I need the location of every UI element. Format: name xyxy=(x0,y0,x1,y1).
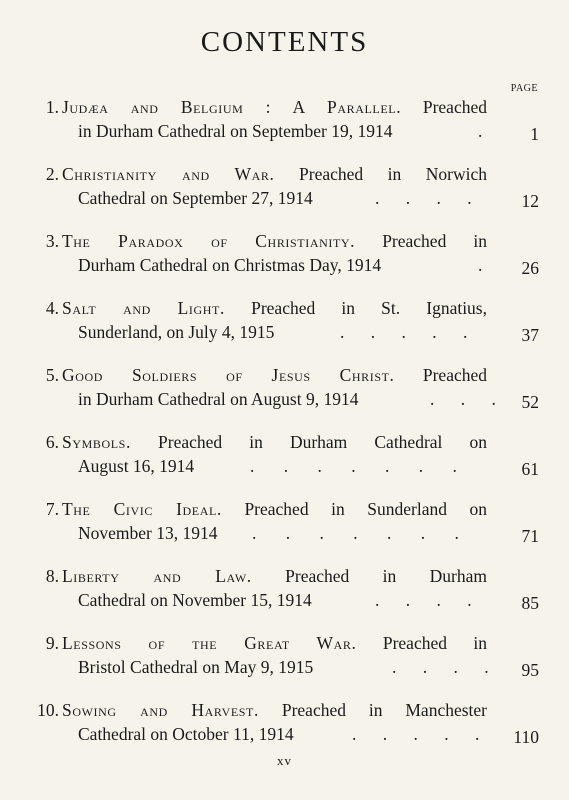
entry-subtitle-rest: Bristol Cathedral on May 9, 1915 xyxy=(78,657,314,677)
entry-title: Liberty and Law. xyxy=(62,566,252,586)
entry-page-number: 110 xyxy=(513,727,539,747)
entry-subtitle-start: Preached in xyxy=(382,231,487,251)
entry-page-number: 52 xyxy=(521,392,539,412)
entry-number: 7. xyxy=(45,499,59,519)
entry-title: Good Soldiers of Jesus Christ. xyxy=(62,365,395,385)
entry-subtitle-rest: Sunderland, on July 4, 1915 xyxy=(78,322,275,342)
entry-page-number: 71 xyxy=(521,526,539,546)
entry-number: 5. xyxy=(45,365,59,385)
entry-leader-dots: . . . . xyxy=(375,590,472,610)
entry-title-line xyxy=(62,162,487,187)
entry-subtitle-rest: in Durham Cathedral on August 9, 1914 xyxy=(78,389,359,409)
entry-subtitle-start: Preached in St. Ignatius, xyxy=(251,298,487,318)
entry-title-line xyxy=(62,95,487,120)
entry-subtitle-start: Preached in Durham xyxy=(285,566,488,586)
entry-number: 6. xyxy=(45,432,59,452)
entry-page-number: 85 xyxy=(521,593,539,613)
entry-title: Salt and Light. xyxy=(62,298,225,318)
entry-title: Lessons of the Great War. xyxy=(62,633,357,653)
entry-leader-dots: . xyxy=(478,255,483,275)
entry-page-number: 95 xyxy=(521,660,539,680)
entry-subtitle-start: Preached in Norwich xyxy=(299,164,487,184)
entry-subtitle-rest: November 13, 1914 xyxy=(78,523,218,543)
folio: xv xyxy=(277,753,292,768)
entry-title-line xyxy=(62,229,487,254)
entry-title-line xyxy=(62,631,487,656)
page-column-label: PAGE xyxy=(510,83,538,94)
entry-subtitle-start: Preached in xyxy=(382,633,487,653)
entry-subtitle-start: Preached xyxy=(422,365,488,385)
entry-subtitle-start: Preached in Sunderland on xyxy=(244,499,487,519)
entry-leader-dots: . . . xyxy=(430,389,496,409)
entry-page-number: 26 xyxy=(521,258,539,278)
entry-subtitle-rest: August 16, 1914 xyxy=(78,456,195,476)
entry-subtitle-rest: Cathedral on October 11, 1914 xyxy=(78,724,294,744)
entry-page-number: 37 xyxy=(521,325,539,345)
entry-leader-dots: . . . . . xyxy=(352,724,480,744)
entry-number: 3. xyxy=(45,231,59,251)
entry-page-number: 1 xyxy=(530,124,539,144)
entry-number: 1. xyxy=(45,97,59,117)
entry-title-line xyxy=(62,363,487,388)
entry-subtitle-rest: Cathedral on November 15, 1914 xyxy=(78,590,312,610)
entry-title-line xyxy=(62,698,487,723)
entry-subtitle-start: Preached xyxy=(422,97,487,117)
entry-number: 9. xyxy=(45,633,59,653)
entry-title: The Civic Ideal. xyxy=(62,499,222,519)
entry-title: Sowing and Harvest. xyxy=(62,700,259,720)
entry-leader-dots: . xyxy=(478,121,483,141)
entry-subtitle-start: Preached in Durham Cathedral on xyxy=(158,432,487,452)
entry-subtitle-rest: Cathedral on September 27, 1914 xyxy=(78,188,313,208)
entry-number: 8. xyxy=(45,566,59,586)
entry-leader-dots: . . . . xyxy=(392,657,489,677)
entry-leader-dots: . . . . xyxy=(375,188,472,208)
entry-title-line xyxy=(62,296,487,321)
entry-title-line xyxy=(62,497,487,522)
entry-number: 2. xyxy=(45,164,59,184)
entry-leader-dots: . . . . . . . xyxy=(250,456,457,476)
entry-page-number: 12 xyxy=(521,191,539,211)
entry-subtitle-rest: Durham Cathedral on Christmas Day, 1914 xyxy=(78,255,382,275)
entry-number: 4. xyxy=(45,298,59,318)
entry-title-line xyxy=(62,564,487,589)
entry-title: The Paradox of Christianity. xyxy=(62,231,356,251)
entry-page-number: 61 xyxy=(521,459,539,479)
entry-leader-dots: . . . . . xyxy=(340,322,468,342)
entry-title: Symbols. xyxy=(62,432,131,452)
entry-leader-dots: . . . . . . . xyxy=(252,523,459,543)
entry-title-line xyxy=(62,430,487,455)
entry-title: Christianity and War. xyxy=(62,164,275,184)
entry-subtitle-rest: in Durham Cathedral on September 19, 1914 xyxy=(78,121,393,141)
page-title: CONTENTS xyxy=(200,26,369,58)
entry-subtitle-start: Preached in Manchester xyxy=(281,700,487,720)
entry-title: Judæa and Belgium : A Parallel. xyxy=(62,97,402,117)
entry-number: 10. xyxy=(37,700,59,720)
